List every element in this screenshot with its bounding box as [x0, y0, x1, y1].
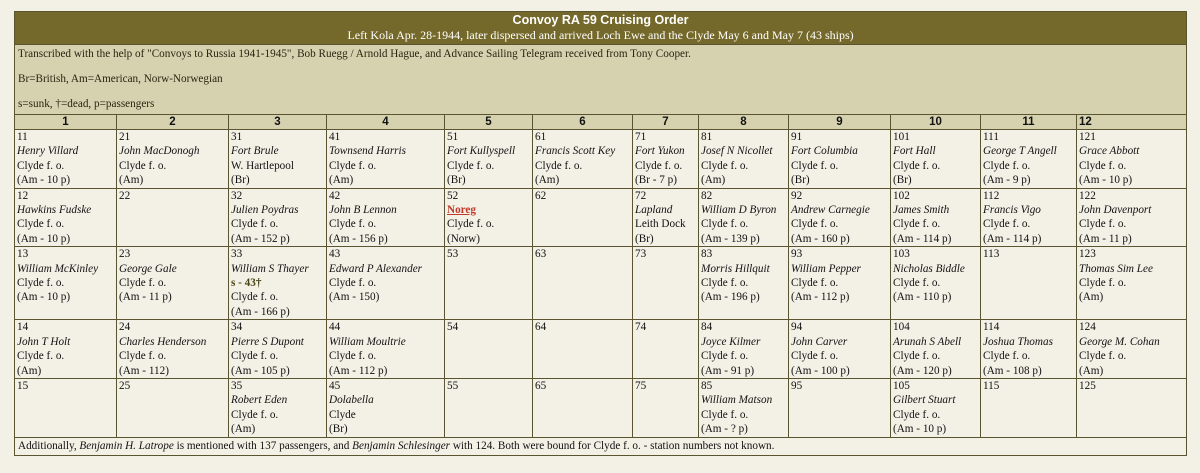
ship-name: William McKinley [17, 262, 99, 275]
ship-destination: W. Hartlepool [231, 159, 294, 172]
ship-destination: Clyde f. o. [231, 218, 279, 231]
notes-cell [15, 45, 1187, 115]
station-cell-35 [229, 378, 327, 437]
ship-name: Francis Vigo [983, 204, 1041, 217]
table-row [15, 130, 1187, 189]
station-cell-93 [789, 247, 891, 320]
ship-nationality: (Am - ? p) [701, 423, 748, 436]
column-header-7: 7 [633, 115, 699, 130]
ship-nationality: (Am) [1079, 291, 1104, 304]
station-number: 114 [983, 321, 1000, 334]
ship-name: Andrew Carnegie [791, 204, 870, 217]
station-cell-65 [533, 378, 633, 437]
station-cell-32 [229, 188, 327, 247]
station-cell-105 [891, 378, 981, 437]
ship-nationality: (Am - 114 p) [893, 232, 952, 245]
station-number: 115 [983, 379, 1000, 392]
ship-destination: Clyde f. o. [119, 277, 167, 290]
station-number: 105 [893, 379, 910, 392]
ship-destination: Clyde f. o. [701, 218, 749, 231]
station-number: 81 [701, 131, 713, 143]
ship-nationality: (Br) [893, 174, 912, 187]
ship-destination: Clyde f. o. [119, 350, 167, 363]
station-number: 112 [983, 189, 1000, 202]
ship-name: Fort Hall [893, 145, 936, 158]
ship-nationality: (Br - 7 p) [635, 174, 677, 187]
station-cell-124 [1077, 320, 1187, 379]
station-cell-94 [789, 320, 891, 379]
footer-text: is mentioned with 137 passengers, and [173, 439, 353, 452]
ship-name: George T Angell [983, 145, 1057, 158]
table-row [15, 378, 1187, 437]
column-header-6: 6 [533, 115, 633, 130]
ship-destination: Clyde f. o. [791, 277, 839, 290]
ship-destination: Clyde f. o. [893, 408, 941, 421]
station-cell-125 [1077, 378, 1187, 437]
ship-destination: Clyde [329, 408, 356, 421]
ship-destination: Clyde f. o. [17, 218, 65, 231]
station-number: 65 [535, 379, 547, 392]
station-cell-13 [15, 247, 117, 320]
ship-destination: Clyde f. o. [1079, 159, 1127, 172]
ship-nationality: (Am - 105 p) [231, 364, 290, 377]
station-number: 125 [1079, 379, 1096, 392]
column-header-1: 1 [15, 115, 117, 130]
station-cell-33 [229, 247, 327, 320]
station-number: 103 [893, 248, 910, 261]
station-number: 84 [701, 321, 713, 334]
ship-name: William D Byron [701, 204, 777, 217]
station-number: 53 [447, 248, 459, 261]
station-number: 55 [447, 379, 459, 392]
column-header-2: 2 [117, 115, 229, 130]
ship-nationality: (Am) [329, 174, 354, 187]
ship-name: Fort Columbia [791, 145, 858, 158]
station-number: 74 [635, 321, 647, 334]
ship-destination: Clyde f. o. [17, 159, 65, 172]
station-cell-104 [891, 320, 981, 379]
station-number: 24 [119, 321, 131, 334]
page-wrapper [14, 11, 1186, 456]
ship-nationality: (Am - 100 p) [791, 364, 850, 377]
source-note: Transcribed with the help of "Convoys to Russia 1941-1945", Bob Ruegg / Arnold Hague, and Advance Sailing Telegram received from Tony Cooper. [18, 48, 691, 60]
ship-destination: Clyde f. o. [701, 408, 749, 421]
ship-nationality: (Am) [701, 174, 726, 187]
station-number: 44 [329, 321, 341, 334]
station-number: 83 [701, 248, 713, 261]
station-cell-24 [117, 320, 229, 379]
station-cell-51 [445, 130, 533, 189]
ship-name: Edward P Alexander [329, 262, 423, 275]
ship-nationality: (Am - 10 p) [17, 174, 71, 187]
table-row [15, 247, 1187, 320]
footer-note [15, 437, 1187, 455]
ship-name: George M. Cohan [1079, 335, 1160, 348]
station-number: 73 [635, 248, 647, 261]
ship-name: Fort Brule [231, 145, 279, 158]
station-cell-95 [789, 378, 891, 437]
station-cell-43 [327, 247, 445, 320]
station-cell-11 [15, 130, 117, 189]
station-number: 61 [535, 131, 547, 143]
ship-name: Thomas Sim Lee [1079, 262, 1153, 275]
ship-name: Grace Abbott [1079, 145, 1140, 158]
ship-nationality: (Am - 112) [119, 364, 169, 377]
ship-destination: Clyde f. o. [701, 277, 749, 290]
station-cell-64 [533, 320, 633, 379]
station-number: 104 [893, 321, 910, 334]
ship-destination: Clyde f. o. [635, 159, 683, 172]
ship-destination: Clyde f. o. [893, 277, 941, 290]
ship-nationality: (Br) [447, 174, 466, 187]
ship-name: James Smith [893, 204, 950, 217]
cruising-order-table [14, 11, 1187, 456]
ship-destination: Clyde f. o. [231, 291, 279, 304]
title-cell [15, 12, 1187, 45]
ship-destination: Clyde f. o. [329, 277, 377, 290]
ship-name: John MacDonogh [119, 145, 200, 158]
station-number: 45 [329, 379, 341, 392]
ship-name: Charles Henderson [119, 335, 207, 348]
ship-name: William S Thayer [231, 262, 309, 275]
station-cell-34 [229, 320, 327, 379]
ship-destination: Clyde f. o. [17, 277, 65, 290]
ship-nationality: (Am - 160 p) [791, 232, 850, 245]
symbol-legend: s=sunk, †=dead, p=passengers [18, 98, 155, 110]
table-row [15, 320, 1187, 379]
ship-nationality: (Br) [635, 232, 654, 245]
ship-destination: Clyde f. o. [1079, 350, 1127, 363]
station-number: 94 [791, 321, 803, 334]
station-cell-101 [891, 130, 981, 189]
station-number: 72 [635, 189, 647, 202]
ship-destination: Clyde f. o. [17, 350, 65, 363]
ship-destination: Clyde f. o. [893, 159, 941, 172]
ship-nationality: (Am - 10 p) [17, 291, 71, 304]
notes-row [15, 45, 1187, 115]
ship-destination: Clyde f. o. [791, 159, 839, 172]
ship-name: Fort Kullyspell [447, 145, 516, 158]
ship-name: Nicholas Biddle [893, 262, 965, 275]
station-number: 63 [535, 248, 547, 261]
ship-name: Robert Eden [231, 394, 288, 407]
column-header-12: 12 [1077, 115, 1187, 130]
station-cell-112 [981, 188, 1077, 247]
ship-name: Francis Scott Key [535, 145, 616, 158]
station-cell-115 [981, 378, 1077, 437]
ship-name: Townsend Harris [329, 145, 406, 158]
station-cell-83 [699, 247, 789, 320]
station-cell-113 [981, 247, 1077, 320]
station-number: 42 [329, 189, 341, 202]
ship-nationality: (Am - 166 p) [231, 305, 290, 318]
station-number: 35 [231, 379, 243, 392]
ship-destination: Clyde f. o. [447, 159, 495, 172]
ship-destination: Clyde f. o. [983, 218, 1031, 231]
column-header-8: 8 [699, 115, 789, 130]
station-number: 123 [1079, 248, 1096, 261]
station-cell-114 [981, 320, 1077, 379]
ship-destination: Clyde f. o. [791, 350, 839, 363]
station-number: 93 [791, 248, 803, 261]
ship-destination: Clyde f. o. [701, 159, 749, 172]
ship-nationality: (Am - 110 p) [893, 291, 952, 304]
station-number: 75 [635, 379, 647, 392]
page-title: Convoy RA 59 Cruising Order [512, 13, 689, 27]
station-cell-45 [327, 378, 445, 437]
ship-destination: Clyde f. o. [791, 218, 839, 231]
ship-name: William Moultrie [329, 335, 406, 348]
column-header-9: 9 [789, 115, 891, 130]
station-cell-61 [533, 130, 633, 189]
ship-name: Julien Poydras [231, 204, 299, 217]
ship-nationality: (Am) [231, 423, 256, 436]
station-number: 31 [231, 131, 243, 143]
station-cell-85 [699, 378, 789, 437]
ship-nationality: (Am - 139 p) [701, 232, 760, 245]
station-number: 13 [17, 248, 29, 261]
ship-nationality: (Am - 120 p) [893, 364, 952, 377]
ship-destination: Clyde f. o. [893, 350, 941, 363]
ship-name: John Carver [791, 335, 848, 348]
station-cell-73 [633, 247, 699, 320]
ship-name: Fort Yukon [635, 145, 685, 158]
footer-ship-name: Benjamin H. Latrope [79, 439, 174, 452]
station-number: 101 [893, 131, 910, 143]
ship-destination: Clyde f. o. [701, 350, 749, 363]
column-header-11: 11 [981, 115, 1077, 130]
ship-nationality: (Am - 108 p) [983, 364, 1042, 377]
footer-row [15, 437, 1187, 455]
ship-nationality: (Am) [1079, 364, 1104, 377]
ship-nationality: (Am - 150) [329, 291, 380, 304]
station-cell-42 [327, 188, 445, 247]
ship-name: Dolabella [329, 394, 374, 407]
station-cell-22 [117, 188, 229, 247]
footer-text: with 124. Both were bound for Clyde f. o. - station numbers not known. [450, 439, 775, 452]
ship-nationality: (Am) [535, 174, 560, 187]
station-number: 22 [119, 189, 131, 202]
ship-nationality: (Am - 196 p) [701, 291, 760, 304]
ship-nationality: (Br) [791, 174, 810, 187]
column-header-10: 10 [891, 115, 981, 130]
station-cell-71 [633, 130, 699, 189]
ship-destination: Leith Dock [635, 218, 686, 231]
station-cell-123 [1077, 247, 1187, 320]
table-row [15, 188, 1187, 247]
station-number: 43 [329, 248, 341, 261]
ship-destination: Clyde f. o. [893, 218, 941, 231]
station-cell-54 [445, 320, 533, 379]
ship-name: Joshua Thomas [983, 335, 1053, 348]
ship-name: Hawkins Fudske [17, 204, 92, 217]
station-number: 11 [17, 131, 28, 143]
ship-destination: Clyde f. o. [1079, 218, 1127, 231]
station-cell-62 [533, 188, 633, 247]
station-number: 32 [231, 189, 243, 202]
station-cell-31 [229, 130, 327, 189]
station-number: 21 [119, 131, 131, 143]
station-number: 82 [701, 189, 713, 202]
station-cell-75 [633, 378, 699, 437]
ship-name: Pierre S Dupont [231, 335, 304, 348]
ship-nationality: (Am - 10 p) [1079, 174, 1133, 187]
ship-name: Arunah S Abell [893, 335, 962, 348]
ship-nationality: (Norw) [447, 232, 480, 245]
ship-nationality: (Br) [329, 423, 348, 436]
station-number: 91 [791, 131, 803, 143]
ship-nationality: (Am - 11 p) [1079, 232, 1132, 245]
ship-destination: Clyde f. o. [447, 218, 495, 231]
station-number: 122 [1079, 189, 1096, 202]
station-number: 124 [1079, 321, 1096, 334]
nationality-legend: Br=British, Am=American, Norw-Norwegian [18, 73, 223, 85]
station-cell-111 [981, 130, 1077, 189]
ship-destination: Clyde f. o. [329, 218, 377, 231]
ship-destination: Clyde f. o. [329, 159, 377, 172]
ship-nationality: (Br) [231, 174, 250, 187]
ship-nationality: (Am - 152 p) [231, 232, 290, 245]
ship-name: Henry Villard [17, 145, 79, 158]
ship-nationality: (Am - 10 p) [893, 423, 947, 436]
ship-destination: Clyde f. o. [231, 408, 279, 421]
footer-text: Additionally, [18, 439, 80, 452]
ship-name: George Gale [119, 262, 177, 275]
ship-nationality: (Am) [17, 364, 42, 377]
ship-name: Josef N Nicollet [701, 145, 773, 158]
station-cell-53 [445, 247, 533, 320]
station-cell-122 [1077, 188, 1187, 247]
station-cell-102 [891, 188, 981, 247]
station-number: 64 [535, 321, 547, 334]
ship-name: William Pepper [791, 262, 861, 275]
station-cell-72 [633, 188, 699, 247]
station-cell-74 [633, 320, 699, 379]
station-cell-15 [15, 378, 117, 437]
ship-nationality: (Am - 10 p) [17, 232, 71, 245]
ship-nationality: (Am - 114 p) [983, 232, 1042, 245]
station-cell-91 [789, 130, 891, 189]
station-number: 62 [535, 189, 547, 202]
station-number: 15 [17, 379, 29, 392]
ship-destination: Clyde f. o. [329, 350, 377, 363]
station-cell-55 [445, 378, 533, 437]
column-header-row [15, 115, 1187, 130]
station-number: 34 [231, 321, 243, 334]
ship-destination: Clyde f. o. [1079, 277, 1127, 290]
station-cell-63 [533, 247, 633, 320]
station-cell-44 [327, 320, 445, 379]
ship-destination: Clyde f. o. [535, 159, 583, 172]
station-number: 25 [119, 379, 131, 392]
ship-name: Lapland [635, 204, 673, 217]
station-cell-14 [15, 320, 117, 379]
station-number: 85 [701, 379, 713, 392]
station-cell-21 [117, 130, 229, 189]
station-number: 102 [893, 189, 910, 202]
ship-nationality: (Am - 156 p) [329, 232, 388, 245]
ship-nationality: (Am - 112 p) [329, 364, 388, 377]
station-cell-92 [789, 188, 891, 247]
station-cell-82 [699, 188, 789, 247]
ship-destination: Clyde f. o. [983, 350, 1031, 363]
footer-ship-name: Benjamin Schlesinger [352, 439, 451, 452]
ship-name: John T Holt [17, 335, 71, 348]
ship-destination: Clyde f. o. [231, 350, 279, 363]
ship-destination: Clyde f. o. [119, 159, 167, 172]
ship-nationality: (Am - 9 p) [983, 174, 1031, 187]
station-number: 121 [1079, 131, 1096, 143]
station-cell-121 [1077, 130, 1187, 189]
ship-nationality: (Am) [119, 174, 144, 187]
ship-name: William Matson [701, 394, 773, 407]
station-number: 23 [119, 248, 131, 261]
ship-name: John Davenport [1079, 204, 1152, 217]
column-header-5: 5 [445, 115, 533, 130]
ship-destination: Clyde f. o. [983, 159, 1031, 172]
ship-nationality: (Am - 112 p) [791, 291, 850, 304]
station-number: 95 [791, 379, 803, 392]
ship-name: John B Lennon [329, 204, 397, 217]
station-number: 52 [447, 189, 459, 202]
station-number: 33 [231, 248, 243, 261]
ship-nationality: (Am - 11 p) [119, 291, 172, 304]
station-number: 92 [791, 189, 803, 202]
ship-name: Gilbert Stuart [893, 394, 956, 407]
page-subtitle: Left Kola Apr. 28-1944, later dispersed and arrived Loch Ewe and the Clyde May 6 and May 7 (43 ships) [347, 28, 854, 42]
station-cell-25 [117, 378, 229, 437]
station-number: 111 [983, 131, 999, 143]
ship-name: Morris Hillquit [701, 262, 770, 275]
ship-status: s - 43† [231, 277, 262, 290]
ship-nationality: (Am - 91 p) [701, 364, 755, 377]
station-cell-84 [699, 320, 789, 379]
station-number: 113 [983, 248, 1000, 261]
station-cell-41 [327, 130, 445, 189]
station-number: 51 [447, 131, 459, 143]
station-cell-81 [699, 130, 789, 189]
ship-name: Joyce Kilmer [701, 335, 761, 348]
station-cell-103 [891, 247, 981, 320]
station-number: 54 [447, 321, 459, 334]
station-number: 41 [329, 131, 341, 143]
station-cell-52 [445, 188, 533, 247]
station-cell-23 [117, 247, 229, 320]
station-number: 12 [17, 189, 29, 202]
column-header-3: 3 [229, 115, 327, 130]
station-number: 14 [17, 321, 29, 334]
column-header-4: 4 [327, 115, 445, 130]
ship-name-link[interactable]: Noreg [447, 204, 476, 217]
station-cell-12 [15, 188, 117, 247]
title-row [15, 12, 1187, 45]
station-number: 71 [635, 131, 647, 143]
